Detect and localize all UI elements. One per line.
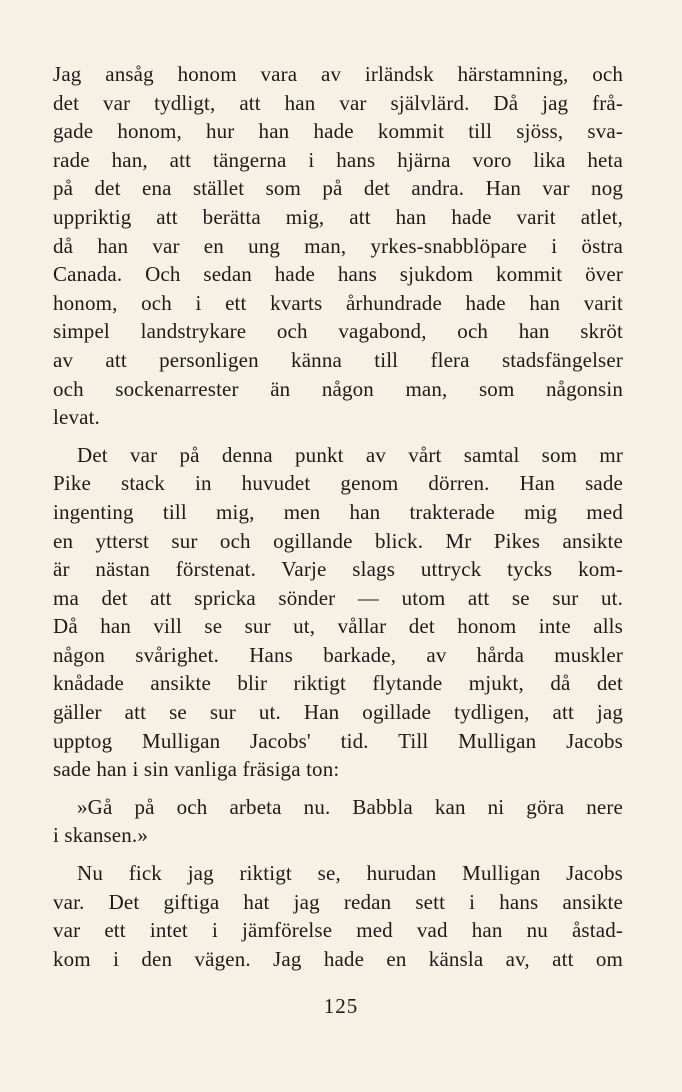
book-page [53, 60, 623, 982]
text-line: ingenting till mig, men han trakterade mig med [53, 499, 623, 524]
text-line: knådade ansikte blir riktigt flytande mjukt, då det [53, 671, 623, 696]
text-line: gade honom, hur han hade kommit till sjöss, sva- [53, 119, 623, 144]
text-line: i skansen.» [53, 823, 148, 848]
page-number: 125 [323, 994, 359, 1018]
text-line: Canada. Och sedan hade hans sjukdom kommit över [53, 262, 623, 287]
text-line: är nästan förstenat. Varje slags uttryck tycks kom- [53, 557, 623, 582]
text-line: levat. [53, 405, 100, 430]
text-line: Det var på denna punkt av vårt samtal som mr [77, 442, 623, 467]
text-line: ma det att spricka sönder — utom att se sur ut. [53, 585, 623, 610]
text-line: Jag ansåg honom vara av irländsk härstamning, och [53, 62, 623, 86]
text-line: simpel landstrykare och vagabond, och han skröt [53, 319, 623, 344]
text-line: rade han, att tängerna i hans hjärna voro lika heta [53, 147, 623, 172]
paragraph [53, 859, 623, 973]
text-line: var ett intet i jämförelse med vad han nu åstad- [53, 918, 623, 943]
text-line: Nu fick jag riktigt se, hurudan Mulligan Jacobs [77, 861, 623, 886]
text-line: »Gå på och arbeta nu. Babbla kan ni göra nere [77, 794, 623, 819]
text-line: av att personligen känna till flera stadsfängelser [53, 347, 623, 372]
text-line: en ytterst sur och ogillande blick. Mr Pikes ansikte [53, 528, 623, 553]
text-line: det var tydligt, att han var självlärd. Då jag frå- [53, 90, 623, 115]
text-line: på det ena stället som på det andra. Han var nog [53, 176, 623, 201]
paragraph [53, 60, 623, 432]
text-line: upptog Mulligan Jacobs' tid. Till Mulligan Jacobs [53, 728, 623, 753]
paragraph [53, 793, 623, 850]
text-line: kom i den vägen. Jag hade en känsla av, att om [53, 946, 623, 971]
paragraph [53, 441, 623, 784]
text-line: Pike stack in huvudet genom dörren. Han sade [53, 471, 623, 496]
text-line: honom, och i ett kvarts århundrade hade han varit [53, 290, 623, 315]
text-line: då han var en ung man, yrkes-snabblöpare i östra [53, 233, 623, 258]
text-line: Då han vill se sur ut, vållar det honom inte alls [53, 614, 623, 639]
text-line: gäller att se sur ut. Han ogillade tydligen, att jag [53, 700, 623, 725]
text-line: någon svårighet. Hans barkade, av hårda muskler [53, 642, 623, 667]
text-line: sade han i sin vanliga fräsiga ton: [53, 757, 340, 782]
text-line: uppriktig att berätta mig, att han hade varit atlet, [53, 204, 623, 229]
text-line: var. Det giftiga hat jag redan sett i hans ansikte [53, 889, 623, 914]
text-line: och sockenarrester än någon man, som någonsin [53, 376, 623, 401]
